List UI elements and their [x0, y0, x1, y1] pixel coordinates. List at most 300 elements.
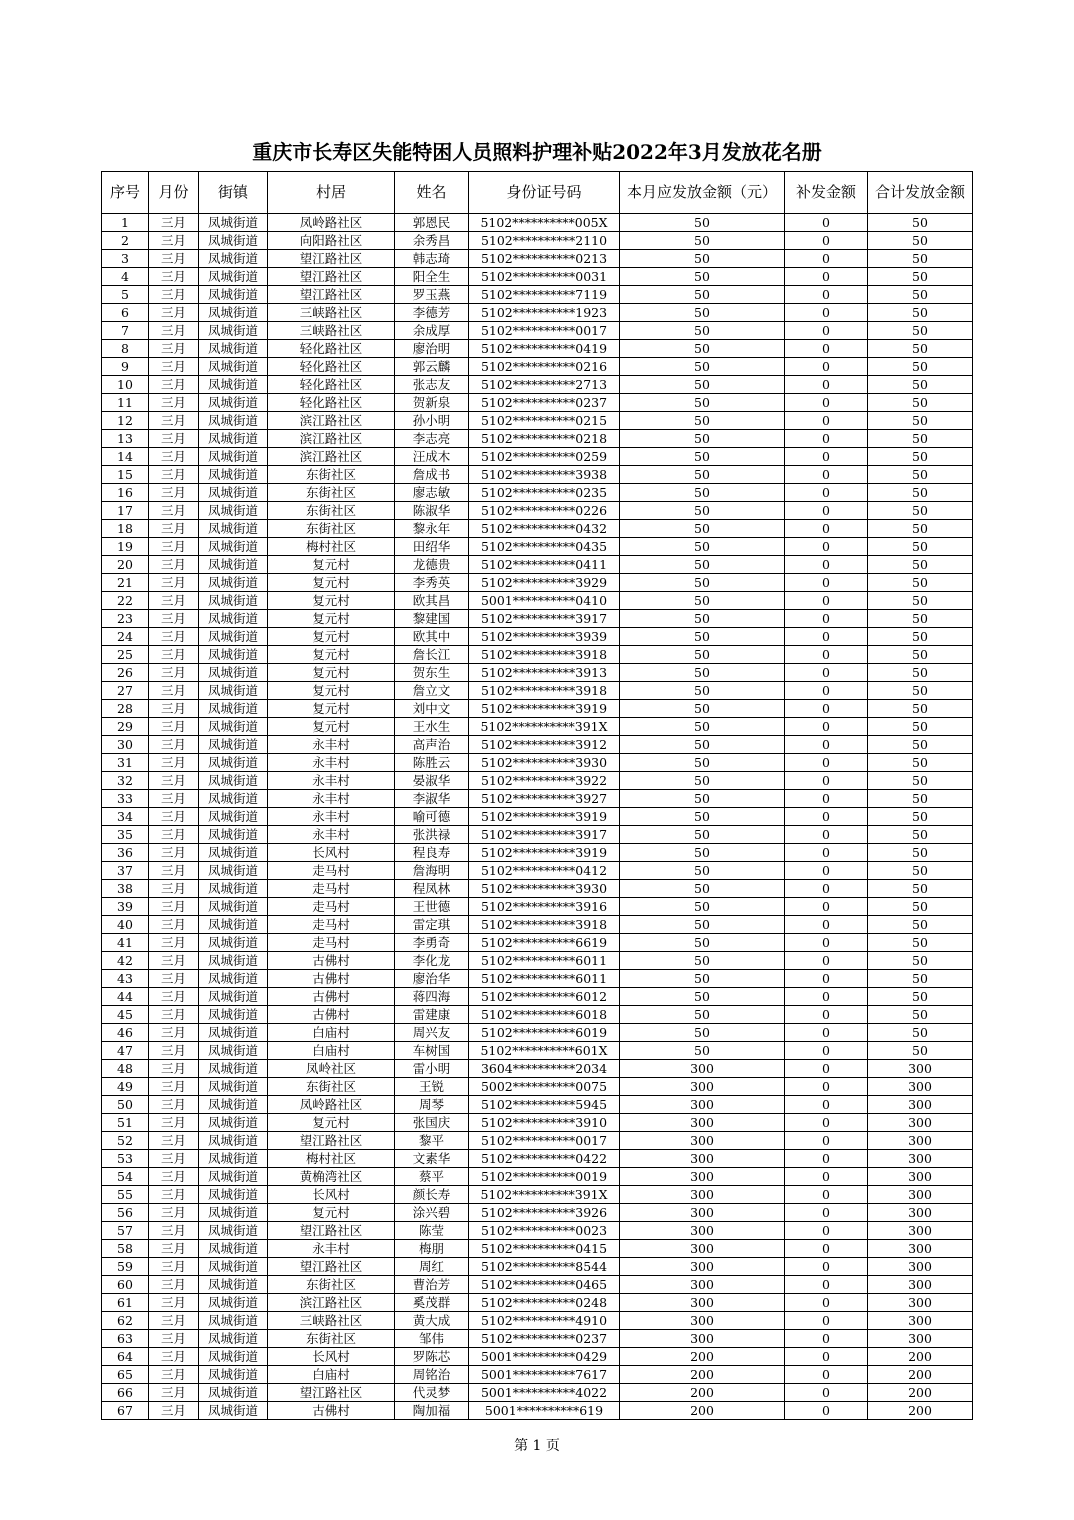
cell-town: 凤城街道	[199, 1366, 268, 1384]
cell-id-number: 5102**********601X	[469, 1042, 620, 1060]
cell-supplement: 0	[785, 358, 868, 376]
cell-town: 凤城街道	[199, 1132, 268, 1150]
cell-id-number: 5102**********3927	[469, 790, 620, 808]
cell-total: 50	[868, 682, 973, 700]
cell-index: 2	[102, 232, 149, 250]
cell-supplement: 0	[785, 754, 868, 772]
cell-id-number: 5102**********3938	[469, 466, 620, 484]
cell-village: 复元村	[268, 628, 395, 646]
cell-village: 东街社区	[268, 1330, 395, 1348]
cell-town: 凤城街道	[199, 214, 268, 232]
cell-town: 凤城街道	[199, 772, 268, 790]
cell-name: 黄大成	[395, 1312, 469, 1330]
cell-total: 200	[868, 1348, 973, 1366]
cell-month: 三月	[149, 1366, 199, 1384]
cell-index: 51	[102, 1114, 149, 1132]
cell-supplement: 0	[785, 1384, 868, 1402]
cell-village: 滨江路社区	[268, 1294, 395, 1312]
cell-total: 50	[868, 412, 973, 430]
cell-month: 三月	[149, 664, 199, 682]
cell-month: 三月	[149, 322, 199, 340]
cell-monthly-amount: 50	[620, 862, 785, 880]
cell-index: 9	[102, 358, 149, 376]
cell-index: 40	[102, 916, 149, 934]
cell-supplement: 0	[785, 1114, 868, 1132]
cell-id-number: 5102**********3916	[469, 898, 620, 916]
cell-village: 白庙村	[268, 1366, 395, 1384]
cell-town: 凤城街道	[199, 1294, 268, 1312]
cell-name: 罗陈芯	[395, 1348, 469, 1366]
cell-monthly-amount: 50	[620, 448, 785, 466]
cell-month: 三月	[149, 610, 199, 628]
cell-index: 66	[102, 1384, 149, 1402]
cell-id-number: 5001**********0429	[469, 1348, 620, 1366]
cell-supplement: 0	[785, 466, 868, 484]
table-row	[102, 898, 973, 916]
cell-id-number: 5102**********3939	[469, 628, 620, 646]
table-row	[102, 1060, 973, 1078]
cell-total: 50	[868, 754, 973, 772]
cell-monthly-amount: 50	[620, 304, 785, 322]
table-row	[102, 1042, 973, 1060]
cell-total: 50	[868, 736, 973, 754]
cell-town: 凤城街道	[199, 1096, 268, 1114]
table-row	[102, 1096, 973, 1114]
cell-month: 三月	[149, 1204, 199, 1222]
cell-name: 韩志琦	[395, 250, 469, 268]
cell-town: 凤城街道	[199, 952, 268, 970]
cell-supplement: 0	[785, 1096, 868, 1114]
cell-index: 6	[102, 304, 149, 322]
cell-name: 李淑华	[395, 790, 469, 808]
cell-index: 26	[102, 664, 149, 682]
cell-monthly-amount: 50	[620, 556, 785, 574]
cell-total: 50	[868, 484, 973, 502]
cell-supplement: 0	[785, 502, 868, 520]
cell-supplement: 0	[785, 898, 868, 916]
cell-index: 13	[102, 430, 149, 448]
table-row	[102, 1132, 973, 1150]
cell-monthly-amount: 300	[620, 1168, 785, 1186]
cell-town: 凤城街道	[199, 412, 268, 430]
cell-village: 轻化路社区	[268, 394, 395, 412]
cell-supplement: 0	[785, 1402, 868, 1420]
cell-index: 54	[102, 1168, 149, 1186]
cell-supplement: 0	[785, 1258, 868, 1276]
table-row	[102, 1024, 973, 1042]
table-row	[102, 538, 973, 556]
cell-supplement: 0	[785, 628, 868, 646]
cell-town: 凤城街道	[199, 628, 268, 646]
cell-total: 300	[868, 1204, 973, 1222]
cell-total: 50	[868, 916, 973, 934]
header-supplement: 补发金额	[785, 172, 868, 214]
cell-town: 凤城街道	[199, 502, 268, 520]
cell-id-number: 5102**********3919	[469, 844, 620, 862]
cell-id-number: 5102**********0237	[469, 394, 620, 412]
cell-month: 三月	[149, 808, 199, 826]
cell-id-number: 5102**********391X	[469, 718, 620, 736]
cell-name: 李德芳	[395, 304, 469, 322]
cell-id-number: 5102**********005X	[469, 214, 620, 232]
cell-total: 300	[868, 1258, 973, 1276]
cell-id-number: 5102**********0419	[469, 340, 620, 358]
table-row	[102, 754, 973, 772]
cell-monthly-amount: 50	[620, 286, 785, 304]
cell-index: 63	[102, 1330, 149, 1348]
cell-name: 王水生	[395, 718, 469, 736]
table-row	[102, 736, 973, 754]
cell-index: 3	[102, 250, 149, 268]
cell-name: 颜长寿	[395, 1186, 469, 1204]
cell-total: 50	[868, 628, 973, 646]
cell-month: 三月	[149, 484, 199, 502]
cell-supplement: 0	[785, 538, 868, 556]
cell-id-number: 5102**********7119	[469, 286, 620, 304]
table-row	[102, 826, 973, 844]
cell-town: 凤城街道	[199, 574, 268, 592]
cell-id-number: 5102**********3917	[469, 610, 620, 628]
cell-supplement: 0	[785, 268, 868, 286]
cell-village: 复元村	[268, 574, 395, 592]
cell-monthly-amount: 50	[620, 484, 785, 502]
cell-town: 凤城街道	[199, 754, 268, 772]
table-row	[102, 1258, 973, 1276]
cell-index: 38	[102, 880, 149, 898]
cell-total: 50	[868, 466, 973, 484]
cell-id-number: 5102**********2110	[469, 232, 620, 250]
cell-monthly-amount: 50	[620, 250, 785, 268]
cell-town: 凤城街道	[199, 1150, 268, 1168]
cell-month: 三月	[149, 880, 199, 898]
cell-name: 黎永年	[395, 520, 469, 538]
cell-name: 廖志敏	[395, 484, 469, 502]
cell-supplement: 0	[785, 1330, 868, 1348]
cell-village: 复元村	[268, 718, 395, 736]
cell-name: 王锐	[395, 1078, 469, 1096]
cell-supplement: 0	[785, 664, 868, 682]
cell-town: 凤城街道	[199, 1024, 268, 1042]
table-row	[102, 304, 973, 322]
cell-monthly-amount: 50	[620, 214, 785, 232]
cell-name: 余秀昌	[395, 232, 469, 250]
cell-town: 凤城街道	[199, 700, 268, 718]
cell-village: 凤岭路社区	[268, 1096, 395, 1114]
cell-index: 27	[102, 682, 149, 700]
cell-village: 向阳路社区	[268, 232, 395, 250]
cell-town: 凤城街道	[199, 934, 268, 952]
cell-total: 50	[868, 898, 973, 916]
cell-total: 50	[868, 394, 973, 412]
cell-monthly-amount: 50	[620, 988, 785, 1006]
cell-month: 三月	[149, 1186, 199, 1204]
table-row	[102, 214, 973, 232]
cell-town: 凤城街道	[199, 718, 268, 736]
cell-town: 凤城街道	[199, 808, 268, 826]
cell-month: 三月	[149, 520, 199, 538]
cell-monthly-amount: 200	[620, 1402, 785, 1420]
cell-monthly-amount: 300	[620, 1186, 785, 1204]
cell-monthly-amount: 50	[620, 610, 785, 628]
cell-month: 三月	[149, 700, 199, 718]
cell-supplement: 0	[785, 1240, 868, 1258]
cell-id-number: 5102**********8544	[469, 1258, 620, 1276]
header-total: 合计发放金额	[868, 172, 973, 214]
cell-id-number: 5102**********0248	[469, 1294, 620, 1312]
cell-monthly-amount: 50	[620, 808, 785, 826]
cell-town: 凤城街道	[199, 286, 268, 304]
cell-town: 凤城街道	[199, 880, 268, 898]
cell-month: 三月	[149, 916, 199, 934]
cell-supplement: 0	[785, 592, 868, 610]
header-index: 序号	[102, 172, 149, 214]
cell-town: 凤城街道	[199, 340, 268, 358]
cell-id-number: 5002**********0075	[469, 1078, 620, 1096]
cell-town: 凤城街道	[199, 1078, 268, 1096]
cell-town: 凤城街道	[199, 844, 268, 862]
cell-month: 三月	[149, 898, 199, 916]
cell-total: 50	[868, 376, 973, 394]
cell-supplement: 0	[785, 1348, 868, 1366]
cell-id-number: 5102**********3918	[469, 916, 620, 934]
cell-supplement: 0	[785, 1006, 868, 1024]
cell-monthly-amount: 200	[620, 1348, 785, 1366]
table-row	[102, 484, 973, 502]
header-monthly-amount: 本月应发放金额（元）	[620, 172, 785, 214]
cell-month: 三月	[149, 646, 199, 664]
cell-month: 三月	[149, 1042, 199, 1060]
cell-index: 67	[102, 1402, 149, 1420]
cell-total: 300	[868, 1222, 973, 1240]
cell-total: 50	[868, 358, 973, 376]
cell-village: 三峡路社区	[268, 1312, 395, 1330]
cell-id-number: 5102**********0237	[469, 1330, 620, 1348]
cell-town: 凤城街道	[199, 1042, 268, 1060]
cell-total: 50	[868, 592, 973, 610]
cell-index: 25	[102, 646, 149, 664]
cell-town: 凤城街道	[199, 556, 268, 574]
cell-id-number: 5102**********6019	[469, 1024, 620, 1042]
cell-supplement: 0	[785, 790, 868, 808]
cell-village: 走马村	[268, 898, 395, 916]
cell-month: 三月	[149, 826, 199, 844]
table-row	[102, 988, 973, 1006]
cell-town: 凤城街道	[199, 826, 268, 844]
cell-village: 滨江路社区	[268, 430, 395, 448]
table-row	[102, 1366, 973, 1384]
cell-month: 三月	[149, 1024, 199, 1042]
cell-index: 57	[102, 1222, 149, 1240]
cell-monthly-amount: 50	[620, 628, 785, 646]
cell-total: 50	[868, 952, 973, 970]
cell-name: 詹成书	[395, 466, 469, 484]
cell-supplement: 0	[785, 1186, 868, 1204]
cell-name: 周琴	[395, 1096, 469, 1114]
cell-name: 刘中文	[395, 700, 469, 718]
cell-total: 50	[868, 772, 973, 790]
cell-index: 24	[102, 628, 149, 646]
cell-supplement: 0	[785, 1276, 868, 1294]
cell-total: 50	[868, 790, 973, 808]
cell-town: 凤城街道	[199, 988, 268, 1006]
cell-name: 代灵梦	[395, 1384, 469, 1402]
cell-monthly-amount: 50	[620, 502, 785, 520]
cell-village: 复元村	[268, 1114, 395, 1132]
cell-monthly-amount: 50	[620, 844, 785, 862]
cell-town: 凤城街道	[199, 1168, 268, 1186]
cell-total: 50	[868, 430, 973, 448]
table-row	[102, 664, 973, 682]
cell-id-number: 5102**********6018	[469, 1006, 620, 1024]
cell-name: 程凤林	[395, 880, 469, 898]
cell-supplement: 0	[785, 934, 868, 952]
cell-monthly-amount: 50	[620, 358, 785, 376]
cell-id-number: 5102**********3918	[469, 682, 620, 700]
cell-village: 梅村社区	[268, 538, 395, 556]
cell-id-number: 5102**********1923	[469, 304, 620, 322]
cell-name: 张志友	[395, 376, 469, 394]
cell-village: 望江路社区	[268, 1132, 395, 1150]
cell-month: 三月	[149, 1150, 199, 1168]
cell-monthly-amount: 300	[620, 1132, 785, 1150]
cell-total: 50	[868, 1024, 973, 1042]
table-row	[102, 394, 973, 412]
cell-village: 永丰村	[268, 808, 395, 826]
cell-name: 贺新泉	[395, 394, 469, 412]
cell-month: 三月	[149, 376, 199, 394]
cell-index: 18	[102, 520, 149, 538]
cell-id-number: 5102**********6619	[469, 934, 620, 952]
cell-total: 300	[868, 1276, 973, 1294]
cell-id-number: 5102**********3919	[469, 700, 620, 718]
cell-monthly-amount: 50	[620, 376, 785, 394]
cell-name: 汪成木	[395, 448, 469, 466]
cell-month: 三月	[149, 214, 199, 232]
cell-index: 11	[102, 394, 149, 412]
cell-monthly-amount: 50	[620, 592, 785, 610]
cell-total: 50	[868, 520, 973, 538]
cell-name: 车树国	[395, 1042, 469, 1060]
cell-total: 300	[868, 1114, 973, 1132]
cell-town: 凤城街道	[199, 448, 268, 466]
cell-index: 19	[102, 538, 149, 556]
table-row	[102, 808, 973, 826]
cell-monthly-amount: 50	[620, 754, 785, 772]
cell-monthly-amount: 300	[620, 1258, 785, 1276]
cell-index: 50	[102, 1096, 149, 1114]
cell-index: 16	[102, 484, 149, 502]
table-row	[102, 1204, 973, 1222]
table-row	[102, 466, 973, 484]
cell-index: 29	[102, 718, 149, 736]
cell-index: 65	[102, 1366, 149, 1384]
cell-village: 永丰村	[268, 772, 395, 790]
table-row	[102, 574, 973, 592]
cell-total: 300	[868, 1294, 973, 1312]
table-row	[102, 232, 973, 250]
cell-monthly-amount: 50	[620, 232, 785, 250]
cell-village: 走马村	[268, 880, 395, 898]
cell-total: 50	[868, 268, 973, 286]
cell-town: 凤城街道	[199, 1312, 268, 1330]
cell-name: 罗玉燕	[395, 286, 469, 304]
cell-monthly-amount: 50	[620, 952, 785, 970]
cell-total: 50	[868, 970, 973, 988]
cell-supplement: 0	[785, 1294, 868, 1312]
cell-supplement: 0	[785, 340, 868, 358]
table-row	[102, 358, 973, 376]
cell-supplement: 0	[785, 250, 868, 268]
cell-index: 44	[102, 988, 149, 1006]
cell-village: 东街社区	[268, 502, 395, 520]
cell-id-number: 5102**********0415	[469, 1240, 620, 1258]
cell-id-number: 5102**********3912	[469, 736, 620, 754]
cell-total: 50	[868, 862, 973, 880]
cell-village: 白庙村	[268, 1024, 395, 1042]
cell-supplement: 0	[785, 394, 868, 412]
cell-id-number: 5102**********0259	[469, 448, 620, 466]
cell-index: 20	[102, 556, 149, 574]
cell-monthly-amount: 50	[620, 664, 785, 682]
cell-supplement: 0	[785, 412, 868, 430]
cell-town: 凤城街道	[199, 1276, 268, 1294]
cell-id-number: 5001**********7617	[469, 1366, 620, 1384]
table-row	[102, 718, 973, 736]
cell-supplement: 0	[785, 1150, 868, 1168]
cell-supplement: 0	[785, 880, 868, 898]
cell-supplement: 0	[785, 988, 868, 1006]
cell-total: 300	[868, 1096, 973, 1114]
table-row	[102, 430, 973, 448]
cell-month: 三月	[149, 988, 199, 1006]
cell-month: 三月	[149, 538, 199, 556]
cell-village: 永丰村	[268, 1240, 395, 1258]
cell-name: 贺东生	[395, 664, 469, 682]
cell-supplement: 0	[785, 214, 868, 232]
cell-id-number: 5102**********0019	[469, 1168, 620, 1186]
table-row	[102, 520, 973, 538]
cell-name: 黎平	[395, 1132, 469, 1150]
cell-name: 黎建国	[395, 610, 469, 628]
cell-town: 凤城街道	[199, 682, 268, 700]
cell-index: 45	[102, 1006, 149, 1024]
cell-name: 欧其昌	[395, 592, 469, 610]
cell-monthly-amount: 300	[620, 1150, 785, 1168]
cell-total: 50	[868, 610, 973, 628]
cell-name: 陈莹	[395, 1222, 469, 1240]
cell-month: 三月	[149, 1384, 199, 1402]
cell-monthly-amount: 50	[620, 268, 785, 286]
cell-month: 三月	[149, 1114, 199, 1132]
cell-town: 凤城街道	[199, 376, 268, 394]
table-row	[102, 1114, 973, 1132]
cell-total: 300	[868, 1186, 973, 1204]
cell-monthly-amount: 300	[620, 1330, 785, 1348]
cell-supplement: 0	[785, 1168, 868, 1186]
cell-name: 李秀英	[395, 574, 469, 592]
table-row	[102, 790, 973, 808]
cell-id-number: 5102**********3918	[469, 646, 620, 664]
cell-monthly-amount: 50	[620, 790, 785, 808]
cell-id-number: 5102**********6011	[469, 970, 620, 988]
cell-total: 50	[868, 700, 973, 718]
cell-index: 48	[102, 1060, 149, 1078]
cell-supplement: 0	[785, 610, 868, 628]
cell-total: 50	[868, 574, 973, 592]
cell-supplement: 0	[785, 952, 868, 970]
cell-name: 高声治	[395, 736, 469, 754]
cell-town: 凤城街道	[199, 1348, 268, 1366]
